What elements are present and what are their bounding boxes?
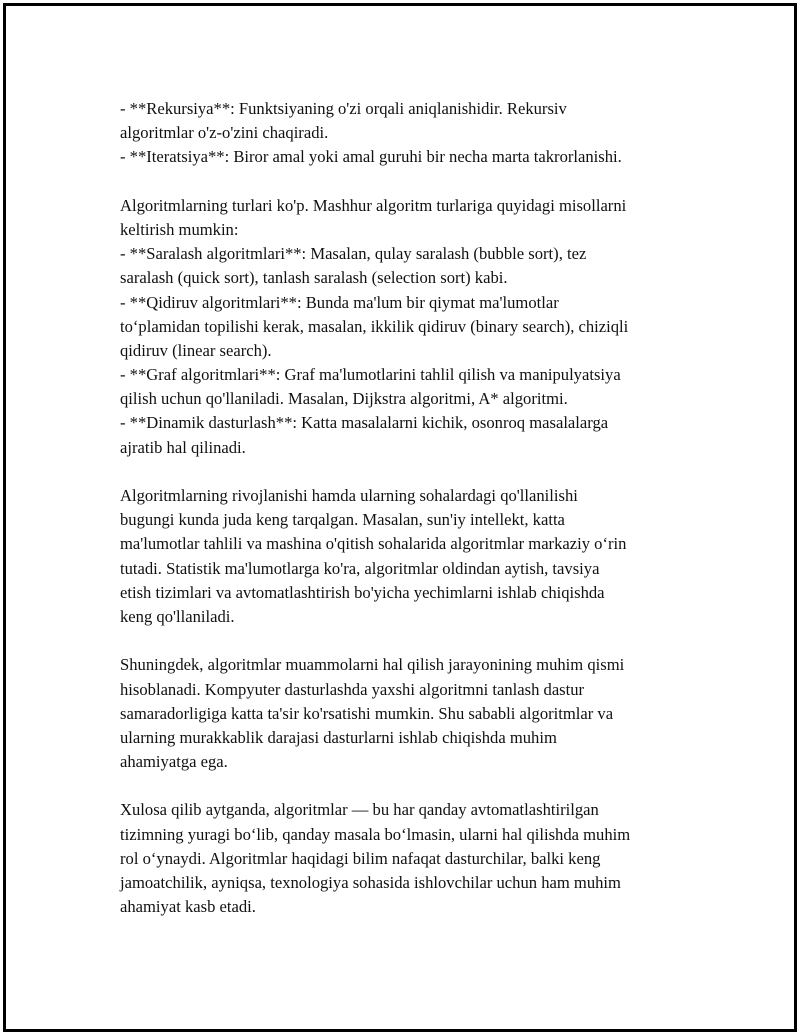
paragraph-gap <box>120 170 700 194</box>
text-line: Shuningdek, algoritmlar muammolarni hal qilish jarayonining muhim qismi <box>120 655 625 675</box>
document-body <box>120 97 700 919</box>
text-line: - **Graf algoritmlari**: Graf ma'lumotlarini tahlil qilish va manipulyatsiya <box>120 365 621 385</box>
text-line: ajratib hal qilinadi. <box>120 437 246 457</box>
paragraph-gap <box>120 774 700 798</box>
text-line: rol o‘ynaydi. Algoritmlar haqidagi bilim nafaqat dasturchilar, balki keng <box>120 848 601 868</box>
text-line: qidiruv (linear search). <box>120 340 272 360</box>
text-line: - **Dinamik dasturlash**: Katta masalalarni kichik, osonroq masalalarga <box>120 413 609 433</box>
text-line: ahamiyatga ega. <box>120 752 228 772</box>
text-line: etish tizimlari va avtomatlashtirish bo'yicha yechimlarni ishlab chiqishda <box>120 582 605 602</box>
text-line: to‘plamidan topilishi kerak, masalan, ikkilik qidiruv (binary search), chiziqli <box>120 316 629 336</box>
text-line: ma'lumotlar tahlili va mashina o'qitish sohalarida algoritmlar markaziy o‘rin <box>120 534 627 554</box>
text-line: keng qo'llaniladi. <box>120 606 235 626</box>
text-line: Algoritmlarning turlari ko'p. Mashhur algoritm turlariga quyidagi misollarni <box>120 195 627 215</box>
text-line: hisoblanadi. Kompyuter dasturlashda yaxshi algoritmni tanlash dastur <box>120 679 585 699</box>
paragraph-gap <box>120 460 700 484</box>
text-line: - **Iteratsiya**: Biror amal yoki amal guruhi bir necha marta takrorlanishi. <box>120 147 622 167</box>
text-line: - **Saralash algoritmlari**: Masalan, qulay saralash (bubble sort), tez <box>120 244 587 264</box>
page-frame <box>3 3 797 1032</box>
paragraph-development <box>120 484 700 629</box>
text-line: tizimning yuragi bo‘lib, qanday masala bo‘lmasin, ularni hal qilishda muhim <box>120 824 631 844</box>
text-line: samaradorligiga katta ta'sir ko'rsatishi mumkin. Shu sababli algoritmlar va <box>120 703 614 723</box>
text-line: jamoatchilik, ayniqsa, texnologiya sohasida ishlovchilar uchun ham muhim <box>120 873 621 892</box>
text-line: keltirish mumkin: <box>120 219 239 239</box>
paragraph-importance <box>120 653 700 774</box>
text-line: ularning murakkablik darajasi dasturlarni ishlab chiqishda muhim <box>120 727 557 747</box>
text-line: ahamiyat kasb etadi. <box>120 897 256 917</box>
text-line: qilish uchun qo'llaniladi. Masalan, Dijkstra algoritmi, A* algoritmi. <box>120 389 568 409</box>
text-line: - **Qidiruv algoritmlari**: Bunda ma'lum bir qiymat ma'lumotlar <box>120 292 559 312</box>
paragraph-conclusion <box>120 798 700 919</box>
text-line: Xulosa qilib aytganda, algoritmlar — bu har qanday avtomatlashtirilgan <box>120 800 599 820</box>
text-line: saralash (quick sort), tanlash saralash (selection sort) kabi. <box>120 268 508 288</box>
text-line: tutadi. Statistik ma'lumotlarga ko'ra, algoritmlar oldindan aytish, tavsiya <box>120 558 600 578</box>
list-recursion-iteration <box>120 97 700 170</box>
text-line: algoritmlar o'z-o'zini chaqiradi. <box>120 123 329 143</box>
text-line: Algoritmlarning rivojlanishi hamda ularning sohalardagi qo'llanilishi <box>120 486 578 505</box>
paragraph-algorithm-types <box>120 194 700 460</box>
paragraph-gap <box>120 629 700 653</box>
text-line: - **Rekursiya**: Funktsiyaning o'zi orqali aniqlanishidir. Rekursiv <box>120 99 567 118</box>
text-line: bugungi kunda juda keng tarqalgan. Masalan, sun'iy intellekt, katta <box>120 510 565 530</box>
